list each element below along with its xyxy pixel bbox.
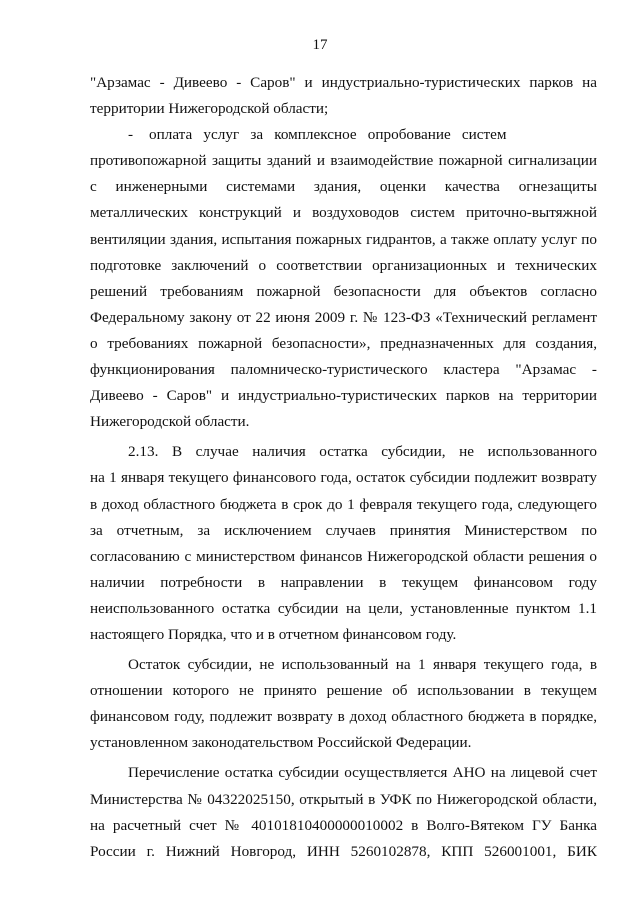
text-line: России г. Нижний Новгород, ИНН 5260102878, КПП 526001001, БИК	[90, 842, 597, 860]
text-line: металлических конструкций и воздуховодов систем приточно-вытяжной	[90, 204, 597, 222]
text-line: подготовке заключений о соответствии организационных и технических	[90, 256, 597, 274]
text-line: 2.13. В случае наличия остатка субсидии, не использованного	[128, 443, 597, 461]
page-number: 17	[312, 37, 328, 53]
text-line: неиспользованного остатка субсидии на цели, установленные пунктом 1.1	[90, 599, 597, 617]
text-line: решений требованиям пожарной безопасности для объектов согласно	[90, 282, 597, 300]
text-line: за отчетным, за исключением случаев принятия Министерством по	[90, 521, 597, 539]
text-line: установленном законодательством Российской Федерации.	[90, 734, 472, 752]
text-line: в доход областного бюджета в срок до 1 февраля текущего года, следующего	[90, 495, 597, 513]
text-line: с инженерными системами здания, оценки качества огнезащиты	[90, 178, 597, 196]
text-line: финансовом году, подлежит возврату в доход областного бюджета в порядке,	[90, 708, 597, 726]
paragraph	[90, 760, 597, 864]
text-line: функционирования паломническо-туристического кластера "Арзамас -	[90, 361, 597, 379]
document-body	[90, 70, 597, 865]
text-line: Федеральному закону от 22 июня 2009 г. № 123-ФЗ «Технический регламент	[90, 308, 597, 326]
text-line: о требованиях пожарной безопасности», предназначенных для создания,	[90, 334, 597, 352]
paragraph	[90, 122, 597, 435]
text-line: Дивеево - Саров" и индустриально-туристических парков на территории	[90, 387, 597, 405]
text-line: противопожарной защиты зданий и взаимодействие пожарной сигнализации	[90, 152, 597, 170]
text-line: согласованию с министерством финансов Нижегородской области решения о	[90, 547, 597, 565]
text-line: отношении которого не принято решение об использовании в текущем	[90, 682, 597, 700]
text-line: настоящего Порядка, что и в отчетном финансовом году.	[90, 625, 457, 643]
text-line: территории Нижегородской области;	[90, 100, 329, 118]
text-line: на расчетный счет № 40101810400000010002 в Волго-Вятеком ГУ Банка	[90, 816, 597, 834]
text-line: на 1 января текущего финансового года, остаток субсидии подлежит возврату	[90, 469, 597, 487]
text-line: Министерства № 04322025150, открытый в УФК по Нижегородской области,	[90, 790, 597, 808]
paragraph	[90, 439, 597, 648]
paragraph	[90, 652, 597, 756]
text-line: - оплата услуг за комплексное опробование систем	[128, 126, 507, 144]
text-line: Перечисление остатка субсидии осуществляется АНО на лицевой счет	[128, 764, 597, 782]
text-line: Остаток субсидии, не использованный на 1 января текущего года, в	[128, 656, 597, 674]
text-line: "Арзамас - Дивеево - Саров" и индустриально-туристических парков на	[90, 74, 597, 91]
text-line: вентиляции здания, испытания пожарных гидрантов, а также оплату услуг по	[90, 230, 597, 248]
paragraph	[90, 70, 597, 122]
text-line: наличии потребности в направлении в текущем финансовом году	[90, 573, 597, 591]
text-line: Нижегородской области.	[90, 413, 250, 431]
